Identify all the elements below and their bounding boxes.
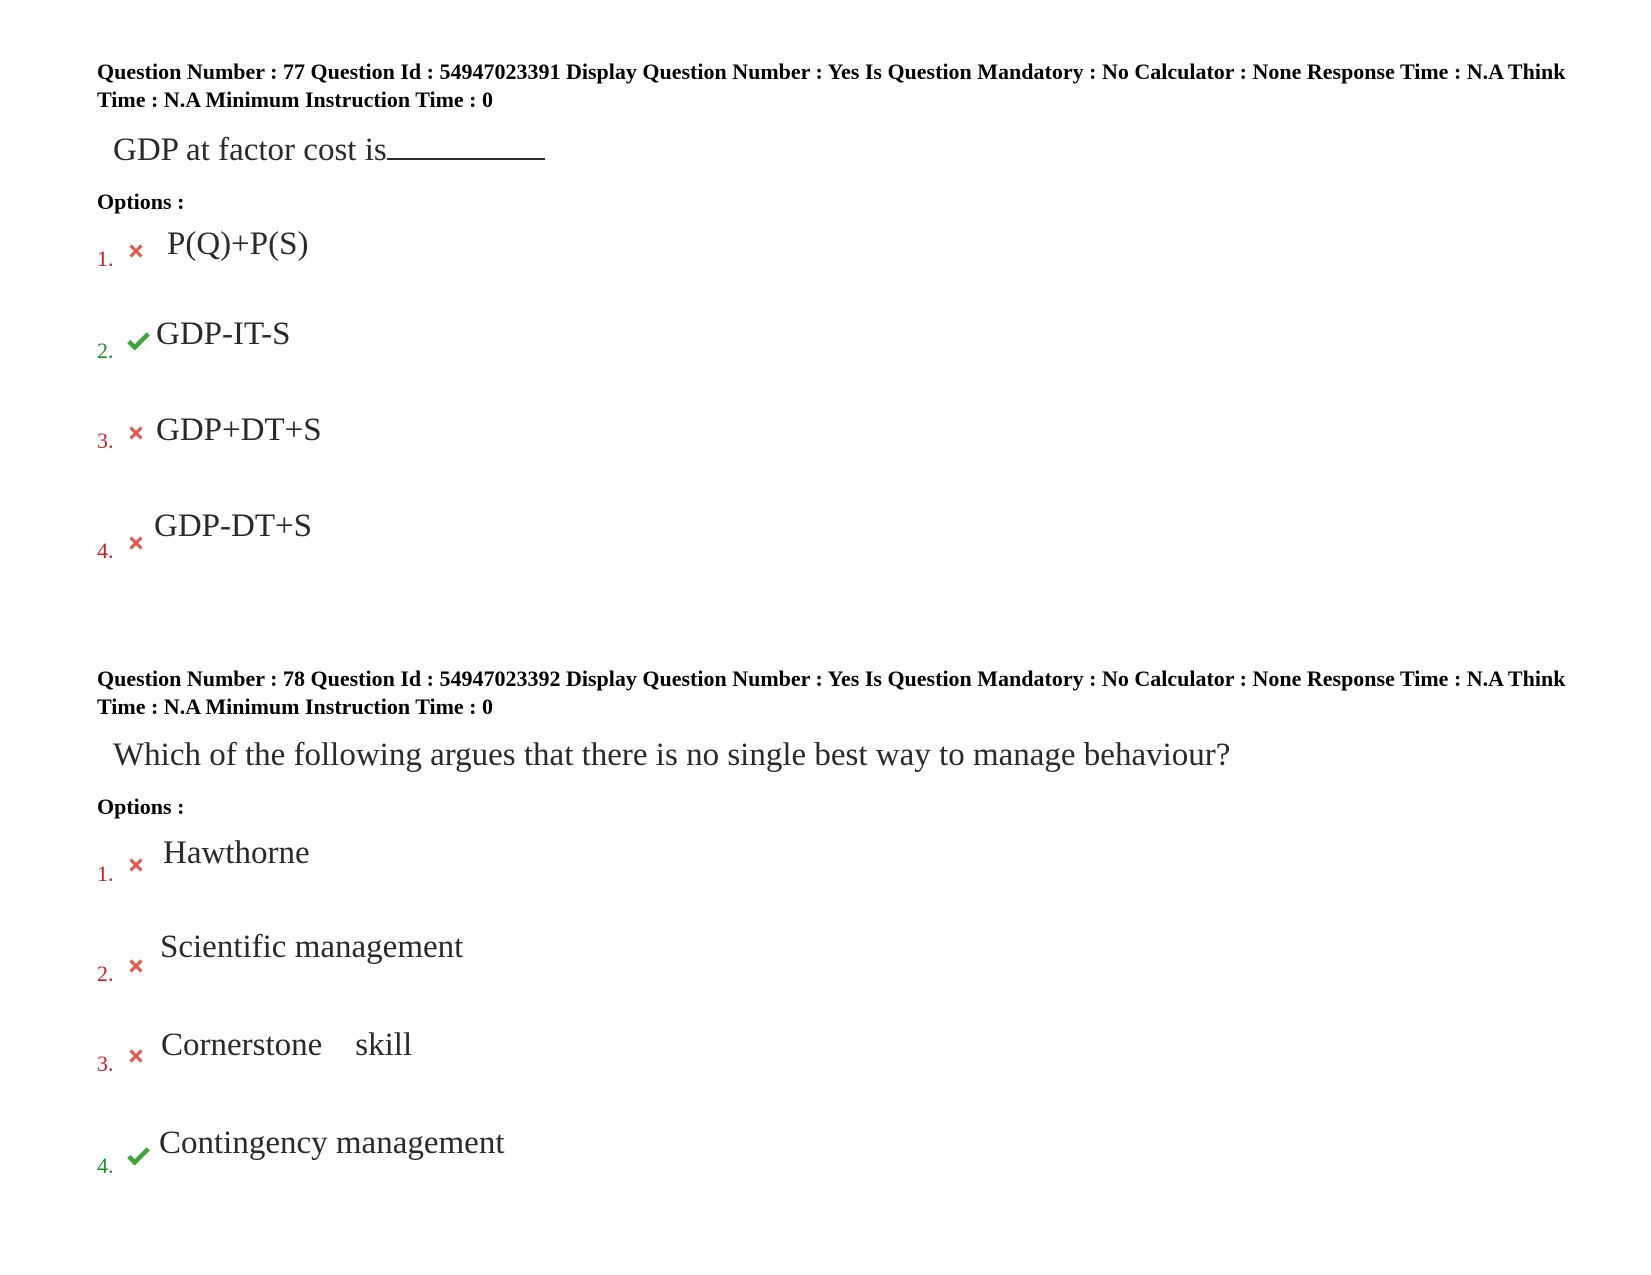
option-number: 2. [97,961,114,986]
cross-icon [125,955,147,977]
question-meta: Question Number : 77 Question Id : 54947023391 Display Question Number : Yes Is Question Mandatory : No Calculator : None Response Time : N.A Think Time : N.A Minimum Instruction Time : 0 [97,59,1566,112]
option-4 [97,1117,1567,1197]
option-text: Scientific management [160,929,464,965]
option-text: Hawthorne [163,835,310,871]
option-1 [97,821,1567,921]
option-3 [97,1015,1567,1117]
option-text: P(Q)+P(S) [167,226,309,262]
option-4 [97,508,1567,572]
option-text: GDP+DT+S [156,412,322,448]
option-number: 1. [97,861,114,886]
cross-icon [125,854,147,876]
options-label: Options : [97,189,185,214]
option-2 [97,310,1567,404]
question-meta: Question Number : 78 Question Id : 54947023392 Display Question Number : Yes Is Question Mandatory : No Calculator : None Response Time : N.A Think Time : N.A Minimum Instruction Time : 0 [97,666,1566,719]
question-text: Which of the following argues that there is no single best way to manage behaviour? [113,737,1231,773]
cross-icon [125,240,147,262]
question-text [113,128,1567,170]
cross-icon [125,422,147,444]
option-3 [97,404,1567,512]
option-2 [97,921,1567,1015]
question-text-content: GDP at factor cost is [113,132,387,168]
option-text: Cornerstone skill [161,1027,413,1063]
option-number: 4. [97,538,114,563]
check-icon [125,1145,151,1169]
options-label: Options : [97,794,185,819]
option-number: 2. [97,338,114,363]
option-number: 1. [97,246,114,271]
check-icon [125,330,151,354]
cross-icon [125,1045,147,1067]
question-77 [97,58,1567,572]
cross-icon [125,532,147,554]
option-number: 3. [97,428,114,453]
answer-blank [387,128,545,160]
option-text: Contingency management [159,1125,505,1161]
question-78 [97,665,1567,1197]
option-text: GDP-DT+S [154,508,312,544]
option-text: GDP-IT-S [156,316,291,352]
option-number: 4. [97,1153,114,1178]
option-1 [97,216,1567,310]
option-number: 3. [97,1051,114,1076]
